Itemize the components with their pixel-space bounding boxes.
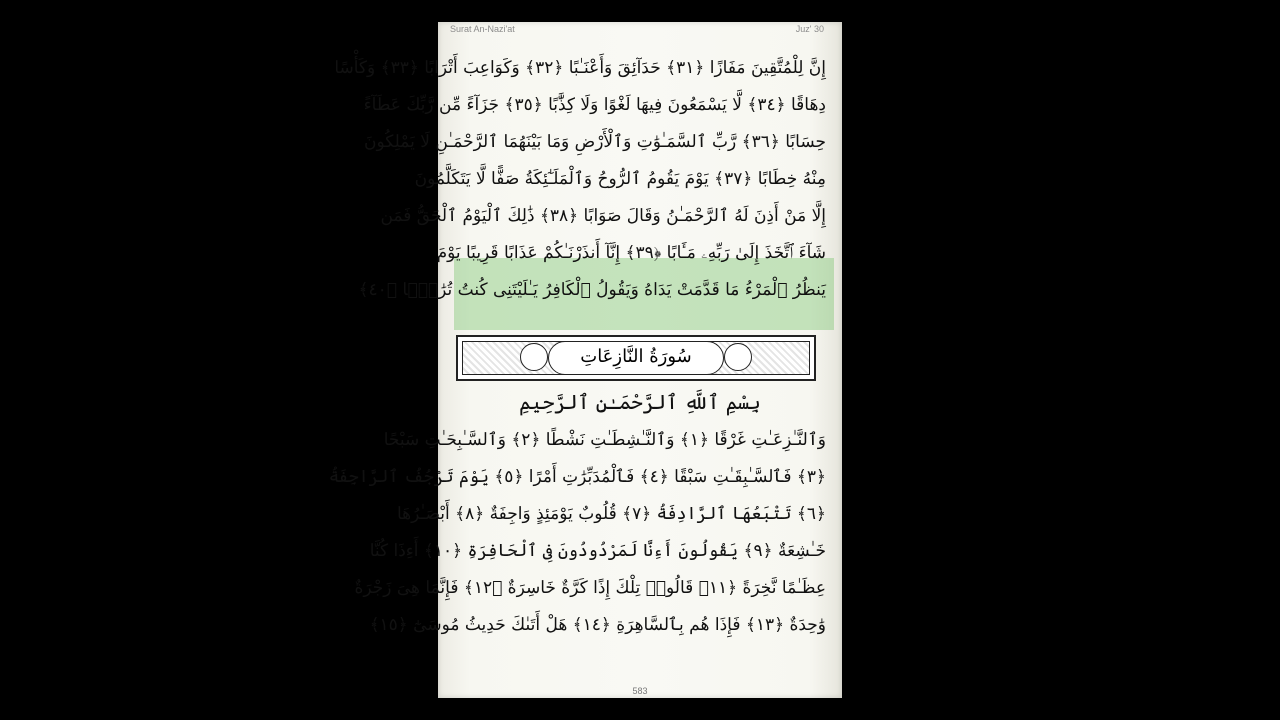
verse-line[interactable]: دِهَاقًا ﴿٣٤﴾ لَّا يَسْمَعُونَ فِيهَا لَغْوًا وَلَا كِذَّٰبًا ﴿٣٥﴾ جَزَآءً مِّن رَّبِّكَ عَطَآءً (363, 95, 826, 115)
verse-line[interactable]: وَٱلنَّـٰزِعَـٰتِ غَرْقًا ﴿١﴾ وَٱلنَّـٰشِطَـٰتِ نَشْطًا ﴿٢﴾ وَٱلسَّـٰبِحَـٰتِ سَبْحًا (383, 430, 826, 450)
page-number: 583 (632, 686, 648, 696)
verse-line[interactable]: إِلَّا مَنْ أَذِنَ لَهُ ٱلرَّحْمَـٰنُ وَقَالَ صَوَابًا ﴿٣٨﴾ ذَٰلِكَ ٱلْيَوْمُ ٱلْحَقُّ فَمَن (380, 206, 826, 226)
surah-title: سُورَةُ النَّازِعَاتِ (548, 341, 724, 375)
mushaf-page[interactable] (328, 22, 842, 698)
verse-line[interactable]: إِنَّ لِلْمُتَّقِينَ مَفَازًا ﴿٣١﴾ حَدَآئِقَ وَأَعْنَـٰبًا ﴿٣٢﴾ وَكَوَاعِبَ أَتْرَابًا ﴿٣٣﴾ وَكَأْسًا (334, 58, 826, 78)
verse-line[interactable]: ﴿٣﴾ فَٱلسَّـٰبِقَـٰتِ سَبْقًا ﴿٤﴾ فَٱلْمُدَبِّرَٰتِ أَمْرًا ﴿٥﴾ يَوْمَ تَرْجُفُ ٱلرَّاجِفَةُ (328, 467, 826, 487)
verse-line[interactable]: ﴿٦﴾ تَتْبَعُهَا ٱلرَّادِفَةُ ﴿٧﴾ قُلُوبٌ يَوْمَئِذٍ وَاجِفَةٌ ﴿٨﴾ أَبْصَـٰرُهَا (396, 504, 826, 524)
verse-line[interactable]: يَنظُرُ ٱلْمَرْءُ مَا قَدَّمَتْ يَدَاهُ وَيَقُولُ ٱلْكَافِرُ يَـٰلَيْتَنِى كُنتُ تُرَٰبًۢا ﴿٤٠﴾ (358, 280, 826, 300)
surah-name-label: Surat An-Nazi'at (450, 24, 515, 34)
verse-line[interactable]: وَٰحِدَةٌ ﴿١٣﴾ فَإِذَا هُم بِٱلسَّاهِرَةِ ﴿١٤﴾ هَلْ أَتَىٰكَ حَدِيثُ مُوسَىٰٓ ﴿١٥﴾ (369, 615, 826, 635)
page-header (450, 24, 824, 36)
verses-block-after (328, 422, 826, 644)
verse-line[interactable]: عِظَـٰمًا نَّخِرَةً ﴿١١﴾ قَالُوا۟ تِلْكَ إِذًا كَرَّةٌ خَاسِرَةٌ ﴿١٢﴾ فَإِنَّمَا هِىَ زَجْرَةٌ (354, 578, 826, 598)
verse-line[interactable]: خَـٰشِعَةٌ ﴿٩﴾ يَقُولُونَ أَءِنَّا لَمَرْدُودُونَ فِى ٱلْحَافِرَةِ ﴿١٠﴾ أَءِذَا كُنَّا (369, 541, 826, 561)
banner-medallion-left (520, 343, 548, 371)
verse-line[interactable]: حِسَابًا ﴿٣٦﴾ رَّبِّ ٱلسَّمَـٰوَٰتِ وَٱلْأَرْضِ وَمَا بَيْنَهُمَا ٱلرَّحْمَـٰنِ لَا يَمْلِكُونَ (364, 132, 826, 152)
surah-banner (456, 335, 816, 381)
verse-line[interactable]: مِنْهُ خِطَابًا ﴿٣٧﴾ يَوْمَ يَقُومُ ٱلرُّوحُ وَٱلْمَلَـٰٓئِكَةُ صَفًّا لَّا يَتَكَلَّمُونَ (414, 169, 826, 189)
verse-line[interactable]: شَآءَ ٱتَّخَذَ إِلَىٰ رَبِّهِۦ مَـَٔابًا ﴿٣٩﴾ إِنَّآ أَنذَرْنَـٰكُمْ عَذَابًا قَرِيبًا يَوْمَ (436, 243, 826, 263)
basmala: بِسْمِ ٱللَّهِ ٱلرَّحْمَـٰنِ ٱلرَّحِيمِ (519, 390, 761, 414)
juz-label: Juz' 30 (795, 24, 824, 34)
verses-block-before (334, 50, 826, 309)
banner-medallion-right (724, 343, 752, 371)
